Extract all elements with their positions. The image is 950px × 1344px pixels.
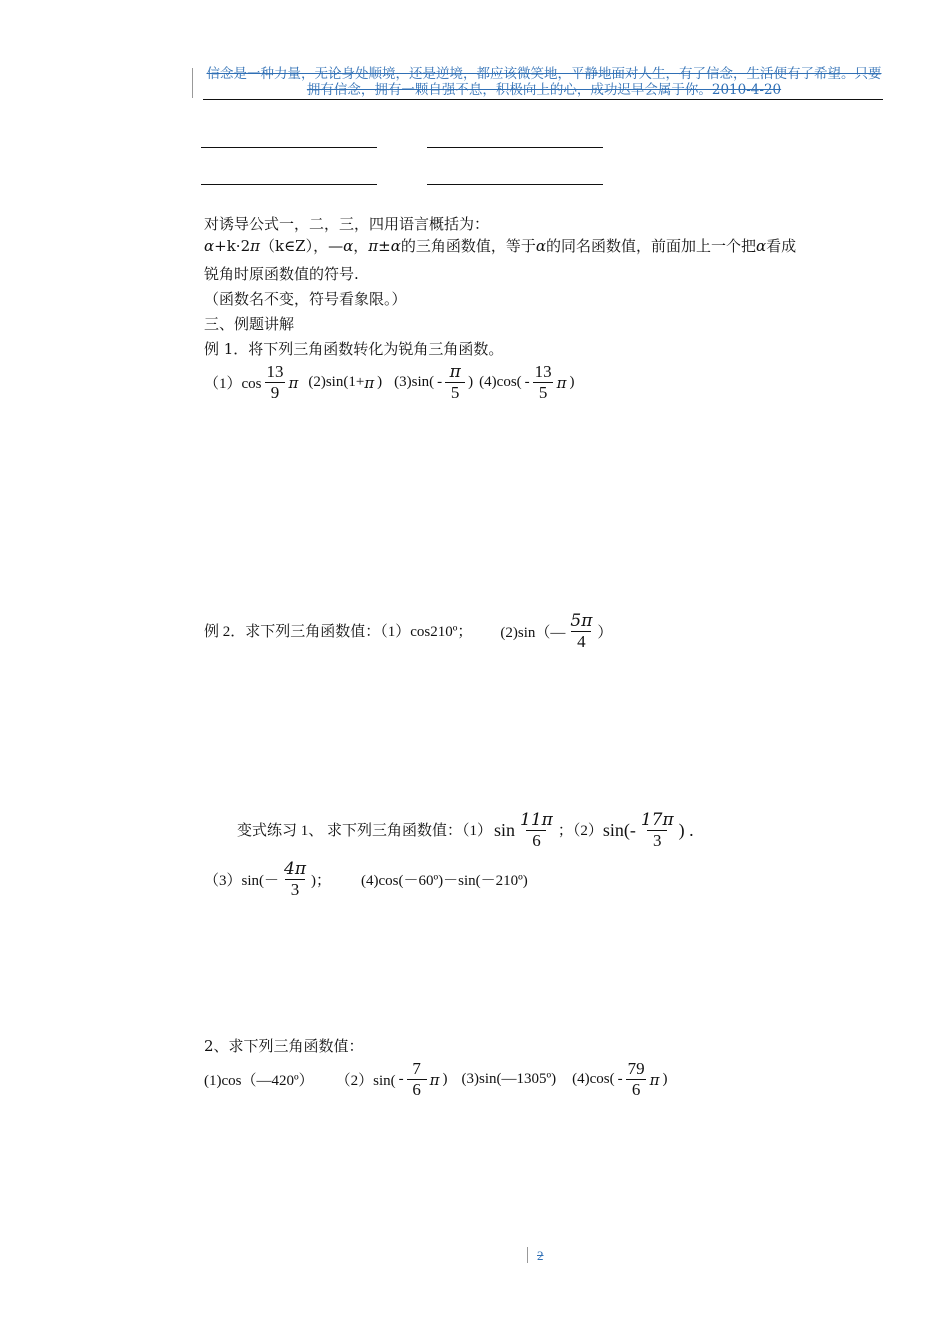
summary-tail-2: 的同名函数值，前面加上一个把	[546, 237, 757, 255]
fraction-denominator: 5	[533, 382, 553, 403]
fraction-numerator: 13	[266, 362, 284, 381]
ex2b-p2-fraction	[407, 1059, 427, 1100]
var-q2-label: ；（2）	[557, 822, 603, 839]
ex2b-p4-close: )	[662, 1071, 668, 1087]
fraction-denominator: 6	[407, 1079, 427, 1100]
ex2b-p3: (3)sin(—1305º)	[461, 1071, 557, 1087]
ex1-p2-close: )	[377, 374, 383, 390]
ex2b-p2-close: )	[442, 1071, 448, 1087]
header-margin-marker	[192, 68, 193, 98]
fraction-denominator: 4	[571, 631, 591, 652]
ex1-p3-label: (3)sin(	[394, 374, 435, 390]
variant-line-1	[237, 810, 694, 851]
fraction-numerator: 4π	[284, 859, 307, 879]
fraction-denominator: 3	[285, 879, 305, 900]
pi-symbol: π	[288, 373, 299, 392]
ex2-p2-fraction	[568, 611, 594, 652]
ex1-p2-label: (2)sin(1+	[308, 374, 365, 390]
var-q2-fraction	[639, 810, 676, 851]
var-q3-close: )；	[311, 873, 332, 889]
var-q1-fraction	[518, 810, 555, 851]
fraction-denominator: 6	[526, 830, 546, 851]
var-q2-close: ) .	[678, 820, 694, 840]
example-2-title: 例 2．求下列三角函数值：（1）cos210º；	[204, 623, 473, 640]
fraction-denominator: 9	[265, 382, 285, 403]
summary-note: （函数名不变，符号看象限。）	[204, 290, 407, 308]
alpha-symbol: α	[204, 237, 215, 255]
fraction-numerator: 5π	[570, 611, 593, 631]
ex2-p2-label: (2)sin（—	[500, 625, 566, 641]
summary-tail-1: 的三角函数值，等于	[400, 237, 536, 255]
header-motto: 信念是一种力量，无论身处顺境，还是逆境，都应该微笑地，平静地面对人生，有了信念，生活便有了希望。只要拥有信念，拥有一颗自强不息，积极向上的心，成功迟早会属于你。2010-4-20	[206, 66, 882, 98]
example-1-problems	[204, 362, 575, 403]
ex1-p1-label: （1）cos	[204, 376, 262, 392]
blank-line-3	[201, 184, 377, 185]
alpha-symbol: α	[535, 237, 546, 255]
fraction-denominator: 5	[445, 382, 465, 403]
fraction-numerator: 17π	[640, 810, 674, 830]
fraction-numerator: 11π	[520, 810, 553, 830]
minus-sign: -	[617, 1071, 623, 1087]
var-q2-fn: sin(-	[602, 820, 636, 840]
blank-line-4	[427, 184, 603, 185]
pi-symbol: π	[364, 373, 375, 392]
summary-line-2: 锐角时原函数值的符号.	[204, 265, 359, 283]
fraction-denominator: 3	[647, 830, 667, 851]
pi-symbol: π	[429, 1070, 440, 1089]
alpha-symbol: α	[756, 237, 767, 255]
fraction-numerator: 13	[534, 362, 552, 381]
minus-sign: -	[437, 374, 443, 390]
fraction-numerator: 79	[627, 1059, 645, 1078]
ex1-p4-label: (4)cos(	[479, 374, 522, 390]
ex2-p2-close: ）	[597, 625, 613, 641]
ex1-p1-fraction	[265, 362, 286, 403]
var-q3-label: （3）sin(－	[204, 873, 280, 889]
pi-symbol: π	[250, 237, 260, 255]
summary-intro: 对诱导公式一，二，三，四用语言概括为：	[204, 215, 490, 233]
ex2b-p2-label: （2）sin(	[335, 1073, 396, 1089]
fraction-denominator: 6	[626, 1079, 646, 1100]
ex2b-p1: (1)cos（—420º）	[204, 1073, 314, 1089]
ex1-p4-close: )	[569, 374, 575, 390]
fraction-numerator: 7	[412, 1059, 421, 1078]
blank-line-2	[427, 147, 603, 148]
ex2b-p4-fraction	[626, 1059, 647, 1100]
k-in-z-text: （k∈Z），—	[259, 237, 344, 255]
example-2-line	[204, 611, 612, 652]
plus-k-text: +k·2	[214, 237, 251, 255]
exercise-2-problems	[204, 1059, 668, 1100]
pi-symbol: π	[649, 1070, 660, 1089]
summary-tail-3: 看成	[766, 237, 797, 255]
var-q3-fraction	[282, 859, 308, 900]
section-title: 三、例题讲解	[204, 315, 295, 333]
footer-margin-marker	[527, 1247, 528, 1263]
minus-sign: -	[524, 374, 530, 390]
ex1-p3-fraction	[445, 362, 465, 403]
exercise-2-title: 2、求下列三角函数值：	[204, 1037, 364, 1055]
summary-formula-line	[204, 236, 796, 256]
minus-sign: -	[398, 1071, 404, 1087]
alpha-symbol: α	[343, 237, 354, 255]
ex1-p3-close: )	[468, 374, 474, 390]
example-1-title: 例 1．将下列三角函数转化为锐角三角函数。	[204, 340, 504, 358]
ex2b-p4-label: (4)cos(	[572, 1071, 615, 1087]
fraction-numerator: π	[449, 362, 461, 382]
var-q4: (4)cos(－60º)－sin(－210º)	[361, 873, 528, 889]
page-number: 2	[537, 1248, 544, 1263]
blank-line-1	[201, 147, 377, 148]
plus-minus-text: ±	[378, 237, 391, 255]
ex1-p4-fraction	[533, 362, 554, 403]
pi-symbol: π	[556, 373, 567, 392]
header-rule	[203, 99, 883, 100]
comma-text: ，	[353, 237, 369, 255]
pi-symbol: π	[368, 237, 379, 255]
variant-title: 变式练习 1、 求下列三角函数值：（1）	[237, 822, 493, 839]
alpha-symbol: α	[390, 237, 401, 255]
variant-line-2	[204, 859, 528, 900]
var-q1-fn: sin	[494, 820, 516, 840]
